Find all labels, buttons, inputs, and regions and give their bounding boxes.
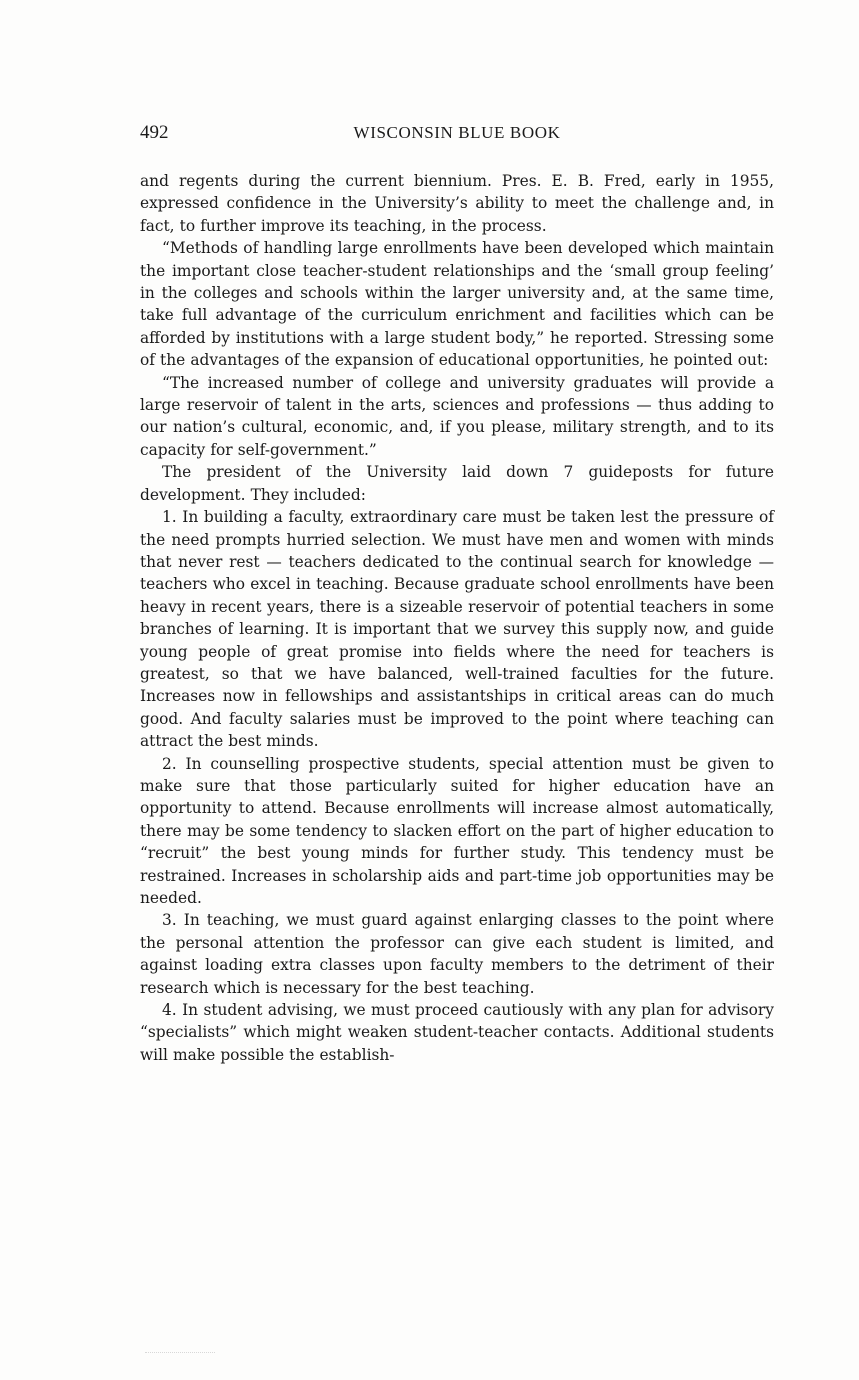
- paragraph-quote-graduates: “The increased number of college and university graduates will provide a large reservoir of talent in the arts, sciences and professions — thus adding to our nation’s cultural, economic, and, if you please, military strength, and to its capacity for self-government.”: [140, 373, 774, 459]
- paragraph-continuation: and regents during the current biennium. Pres. E. B. Fred, early in 1955, expressed confidence in the University’s ability to meet the challenge and, in fact, to further improve its teaching, in the process.: [140, 172, 774, 235]
- running-title: WISCONSIN BLUE BOOK: [353, 123, 561, 142]
- faint-bleed-through-mark: [145, 1352, 215, 1356]
- guidepost-3: 3. In teaching, we must guard against enlarging classes to the point where the personal attention the professor can give each student is limited, and against loading extra classes upon faculty members to the detriment of their research which is necessary for the best teaching.: [140, 911, 774, 997]
- paragraph-guideposts-intro: The president of the University laid down 7 guideposts for future development. They included:: [140, 463, 774, 504]
- page-header: [140, 122, 774, 148]
- guidepost-2: 2. In counselling prospective students, special attention must be given to make sure that those particularly suited for higher education have an opportunity to attend. Because enrollments will increase almost automatically, there may be some tendency to slacken effort on the part of higher education to “recruit” the best young minds for further study. This tendency must be restrained. Increases in scholarship aids and part-time job opportunities may be needed.: [140, 754, 774, 907]
- guidepost-4: 4. In student advising, we must proceed cautiously with any plan for advisory “specialists” which might weaken student-teacher contacts. Additional students will make possible the establish-: [140, 1001, 774, 1064]
- guidepost-1: 1. In building a faculty, extraordinary care must be taken lest the pressure of the need prompts hurried selection. We must have men and women with minds that never rest — teachers dedicated to the continual search for knowledge — teachers who excel in teaching. Because graduate school enrollments have been heavy in recent years, there is a sizeable reservoir of potential teachers in some branches of learning. It is important that we survey this supply now, and guide young people of great promise into fields where the need for teachers is greatest, so that we have balanced, well-trained faculties for the future. Increases now in fellowships and assistantships in critical areas can do much good. And faculty salaries must be improved to the point where teaching can attract the best minds.: [140, 508, 774, 751]
- body-text: [140, 170, 774, 1066]
- paragraph-quote-methods: “Methods of handling large enrollments have been developed which maintain the important close teacher-student relationships and the ‘small group feeling’ in the colleges and schools within the larger university and, at the same time, take full advantage of the curriculum enrichment and facilities which can be afforded by institutions with a large student body,” he reported. Stressing some of the advantages of the expansion of educational opportunities, he pointed out:: [140, 239, 774, 370]
- page-number: 492: [140, 122, 169, 143]
